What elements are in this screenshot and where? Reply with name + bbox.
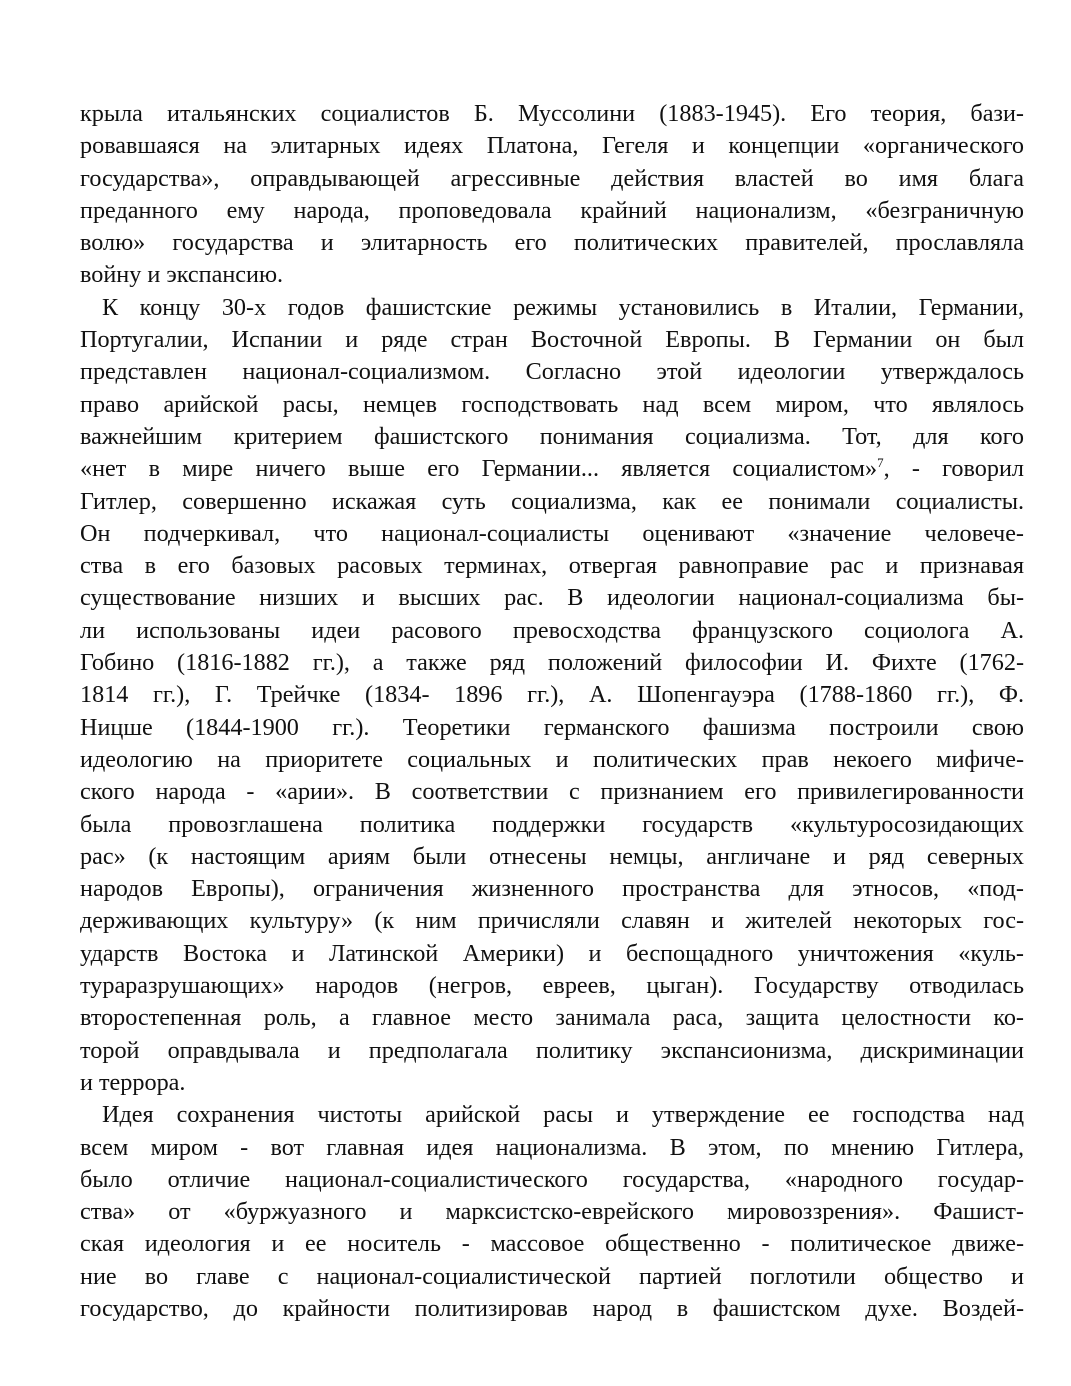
- text-line: идеологию на приоритете социальных и политических прав некоего мифиче-: [80, 745, 1024, 773]
- text-line: ли использованы идеи расового превосходства французского социолога А.: [80, 616, 1024, 644]
- text-line: государства», оправдывающей агрессивные действия властей во имя блага: [80, 164, 1024, 192]
- text-line: народов Европы), ограничения жизненного пространства для этносов, «под-: [80, 875, 1024, 903]
- text-line: К концу 30-х годов фашистские режимы установились в Италии, Германии,: [102, 293, 1024, 321]
- paragraph-2: [80, 292, 1024, 1099]
- paragraph-3: [80, 1099, 1024, 1325]
- text-line: Он подчеркивал, что национал-социалисты оценивают «значение человече-: [80, 519, 1024, 547]
- text-line: войну и экспансию.: [80, 261, 284, 289]
- text-line: всем миром - вот главная идея национализма. В этом, по мнению Гитлера,: [80, 1133, 1024, 1161]
- text-line: было отличие национал-социалистического государства, «народного государ-: [80, 1165, 1024, 1193]
- text-line: Ницше (1844-1900 гг.). Теоретики германского фашизма построили свою: [80, 713, 1024, 741]
- text-line: право арийской расы, немцев господствовать над всем миром, что являлось: [80, 390, 1024, 418]
- text-line: ние во главе с национал-социалистической партией поглотили общество и: [80, 1262, 1024, 1290]
- text-line: 1814 гг.), Г. Трейчке (1834- 1896 гг.), А. Шопенгауэра (1788-1860 гг.), Ф.: [80, 681, 1024, 709]
- text-line: ского народа - «арии». В соответствии с признанием его привилегированности: [80, 778, 1024, 806]
- text-line: государство, до крайности политизировав народ в фашистском духе. Воздей-: [80, 1294, 1024, 1322]
- text-line: торой оправдывала и предполагала политику экспансионизма, дискриминации: [80, 1036, 1024, 1064]
- text-line: важнейшим критерием фашистского понимания социализма. Тот, для кого: [80, 422, 1024, 450]
- quote-tail: , - говорил: [883, 455, 1024, 483]
- text-line: рас» (к настоящим ариям были отнесены немцы, англичане и ряд северных: [80, 842, 1024, 870]
- text-line: ровавшаяся на элитарных идеях Платона, Гегеля и концепции «органического: [80, 132, 1024, 160]
- text-line: крыла итальянских социалистов Б. Муссолини (1883-1945). Его теория, бази-: [80, 100, 1024, 127]
- text-line: тураразрушающих» народов (негров, евреев, цыган). Государству отводилась: [80, 972, 1024, 1000]
- text-line-with-footnote: [80, 453, 1024, 485]
- text-line: ства» от «буржуазного и марксистско-еврейского мировоззрения». Фашист-: [80, 1198, 1024, 1226]
- text-line: держивающих культуру» (к ним причисляли славян и жителей некоторых гос-: [80, 907, 1024, 935]
- text-line: Гитлер, совершенно искажая суть социализма, как ее понимали социалисты.: [80, 487, 1024, 515]
- paragraph-1: [80, 98, 1024, 292]
- document-page: [80, 98, 1024, 1325]
- text-line: представлен национал-социализмом. Согласно этой идеологии утверждалось: [80, 358, 1024, 386]
- text-line: второстепенная роль, а главное место занимала раса, защита целостности ко-: [80, 1004, 1024, 1032]
- text-line: ская идеология и ее носитель - массовое общественно - политическое движе-: [80, 1230, 1024, 1258]
- text-line: преданного ему народа, проповедовала крайний национализм, «безграничную: [80, 196, 1024, 224]
- text-line: волю» государства и элитарность его политических правителей, прославляла: [80, 229, 1024, 257]
- text-line: ства в его базовых расовых терминах, отвергая равноправие рас и признавая: [80, 552, 1024, 580]
- text-line: Португалии, Испании и ряде стран Восточной Европы. В Германии он был: [80, 326, 1024, 354]
- text-line: ударств Востока и Латинской Америки) и беспощадного уничтожения «куль-: [80, 939, 1024, 967]
- text-line: и террора.: [80, 1068, 186, 1096]
- quote-text: «нет в мире ничего выше его Германии... является социалистом»: [80, 455, 878, 483]
- text-line: Гобино (1816-1882 гг.), а также ряд положений философии И. Фихте (1762-: [80, 649, 1024, 677]
- text-line: существование низших и высших рас. В идеологии национал-социализма бы-: [80, 584, 1024, 612]
- text-line: Идея сохранения чистоты арийской расы и утверждение ее господства над: [102, 1101, 1024, 1129]
- text-line: была провозглашена политика поддержки государств «культуросозидающих: [80, 810, 1024, 838]
- footnote-mark: 7: [877, 455, 884, 471]
